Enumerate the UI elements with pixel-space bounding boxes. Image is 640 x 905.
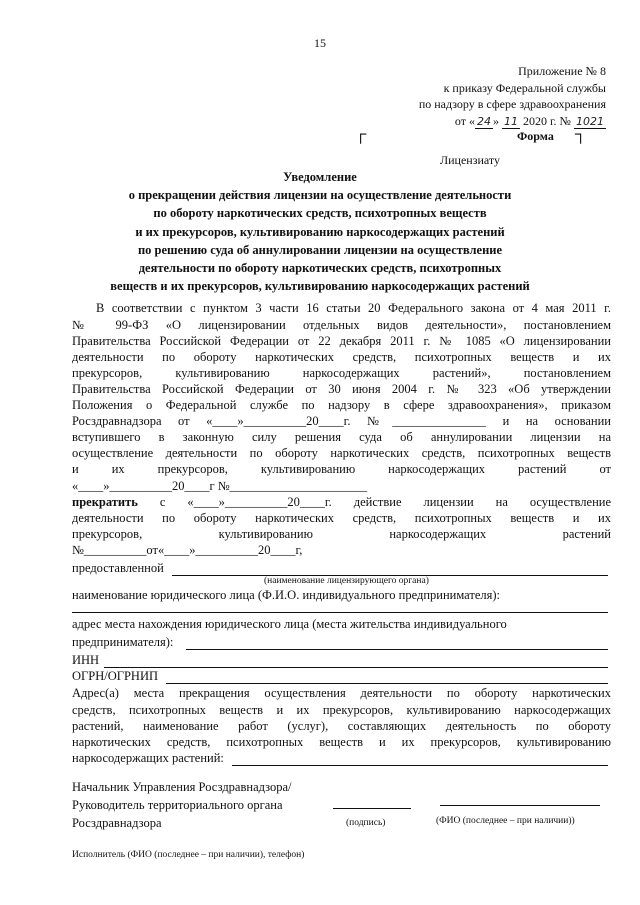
appendix-line-1: Приложение № 8 — [518, 64, 606, 78]
body-line-8: Росздравнадзора от «____»__________20____г. №_______________ и на основании — [72, 414, 611, 428]
fio-caption: (ФИО (последнее – при наличии)) — [436, 816, 575, 826]
address-label-1: адрес места нахождения юридического лица (места жительства индивидуального — [72, 617, 507, 631]
body-line-15: прекурсоров, культивированию наркосодержащих растений — [72, 527, 611, 541]
date-mid: » — [492, 113, 499, 128]
signature-caption: (подпись) — [346, 818, 386, 828]
signer-title-line-3: Росздравнадзора — [72, 816, 162, 830]
activity-address-fill-line — [232, 765, 608, 766]
body-line-10: осуществление деятельности по обороту наркотических средств, психотропных веществ — [72, 446, 611, 460]
signature-line — [333, 808, 411, 809]
right-corner-bracket: ┐ — [575, 126, 587, 143]
form-label: Форма — [517, 129, 554, 143]
prekratit-word: прекратить — [72, 495, 138, 509]
body-line-17: предоставленной — [72, 561, 164, 575]
body-line-6: Правительства Российской Федерации от 30 июня 2004 г. № 323 «Об утверждении — [72, 382, 611, 396]
appendix-line-2: к приказу Федеральной службы — [443, 80, 606, 95]
body-line-9: вступившего в законную силу решения суда об аннулировании лицензии на — [72, 430, 611, 444]
signer-title-line-1: Начальник Управления Росздравнадзора/ — [72, 780, 292, 794]
appendix-block — [419, 63, 606, 130]
appendix-line-3: по надзору в сфере здравоохранения — [418, 97, 606, 111]
title-line-6: деятельности по обороту наркотических средств, психотропных — [138, 261, 502, 276]
activity-address-line-4: наркотических средств, психотропных веществ и их прекурсоров, культивированию — [72, 735, 611, 749]
org-name-line — [72, 612, 608, 613]
body-line-14: деятельности по обороту наркотических средств, психотропных веществ и их — [72, 511, 611, 525]
activity-address-line-1: Адрес(а) места прекращения осуществления деятельности по обороту наркотических — [72, 686, 611, 700]
body-line-7: Положения о Федеральной службе по надзору в сфере здравоохранения», приказом — [72, 398, 611, 412]
date-prefix: от « — [454, 113, 475, 128]
ogrn-label: ОГРН/ОГРНИП — [72, 669, 158, 683]
ogrn-line — [166, 683, 608, 684]
page-number: 15 — [314, 36, 326, 50]
organ-caption: (наименование лицензирующего органа) — [264, 576, 429, 586]
inn-label: ИНН — [72, 653, 100, 667]
address-label-2: предпринимателя): — [72, 635, 174, 649]
activity-address-line-5: наркосодержащих растений: — [72, 751, 224, 765]
body-line-2: № 99-ФЗ «О лицензировании отдельных видов деятельности», постановлением — [72, 318, 611, 332]
title-line-5: по решению суда об аннулировании лицензии на осуществление — [137, 242, 503, 257]
fio-line — [440, 805, 600, 806]
body-line-11: и их прекурсоров, культивированию наркосодержащих растений от — [72, 462, 611, 476]
title-line-1: Уведомление — [283, 170, 357, 184]
body-line-3: Правительства Российской Федерации от 22 декабря 2011 г. № 1085 «О лицензировании — [72, 334, 611, 348]
body-line-12: «____»__________20____г №______________________ — [72, 479, 368, 493]
handwritten-order-number: 1021 — [576, 114, 604, 128]
title-line-7: веществ и их прекурсоров, культивированию наркосодержащих растений — [110, 279, 530, 294]
body-line-4: деятельности по обороту наркотических средств, психотропных веществ и их — [72, 350, 611, 364]
handwritten-day: 24 — [476, 114, 491, 128]
org-name-label: наименование юридического лица (Ф.И.О. индивидуального предпринимателя): — [72, 588, 501, 602]
body-line-16: №__________от«____»__________20____г, — [72, 543, 303, 557]
inn-line — [104, 667, 608, 668]
signer-title-line-2: Руководитель территориального органа — [72, 798, 283, 812]
title-line-4: и их прекурсоров, культивированию наркосодержащих растений — [135, 224, 505, 239]
activity-address-line-3: растений, наименование работ (услуг), составляющих деятельность по обороту — [72, 719, 611, 733]
addressee: Лицензиату — [440, 153, 500, 167]
title-line-3: по обороту наркотических средств, психотропных веществ — [153, 206, 487, 221]
body-line-13-rest: с «____»__________20____г. действие лицензии на осуществление — [137, 495, 611, 509]
activity-address-line-2: средств, психотропных веществ и их прекурсоров, культивированию наркосодержащих — [72, 703, 611, 717]
address-line — [186, 649, 608, 650]
left-corner-bracket: ┌ — [355, 126, 367, 143]
executor-note: Исполнитель (ФИО (последнее – при наличии), телефон) — [72, 850, 305, 860]
body-line-1: В соответствии с пунктом 3 части 16 статьи 20 Федерального закона от 4 мая 2011 г. — [96, 301, 611, 315]
document-title — [0, 168, 640, 295]
body-line-13 — [72, 495, 611, 510]
body-line-5: прекурсоров, культивированию наркосодержащих растений», постановлением — [72, 366, 611, 380]
date-year: 2020 г. № — [522, 113, 571, 128]
title-line-2: о прекращении действия лицензии на осуществление деятельности — [128, 188, 512, 203]
handwritten-month: 11 — [503, 114, 518, 128]
